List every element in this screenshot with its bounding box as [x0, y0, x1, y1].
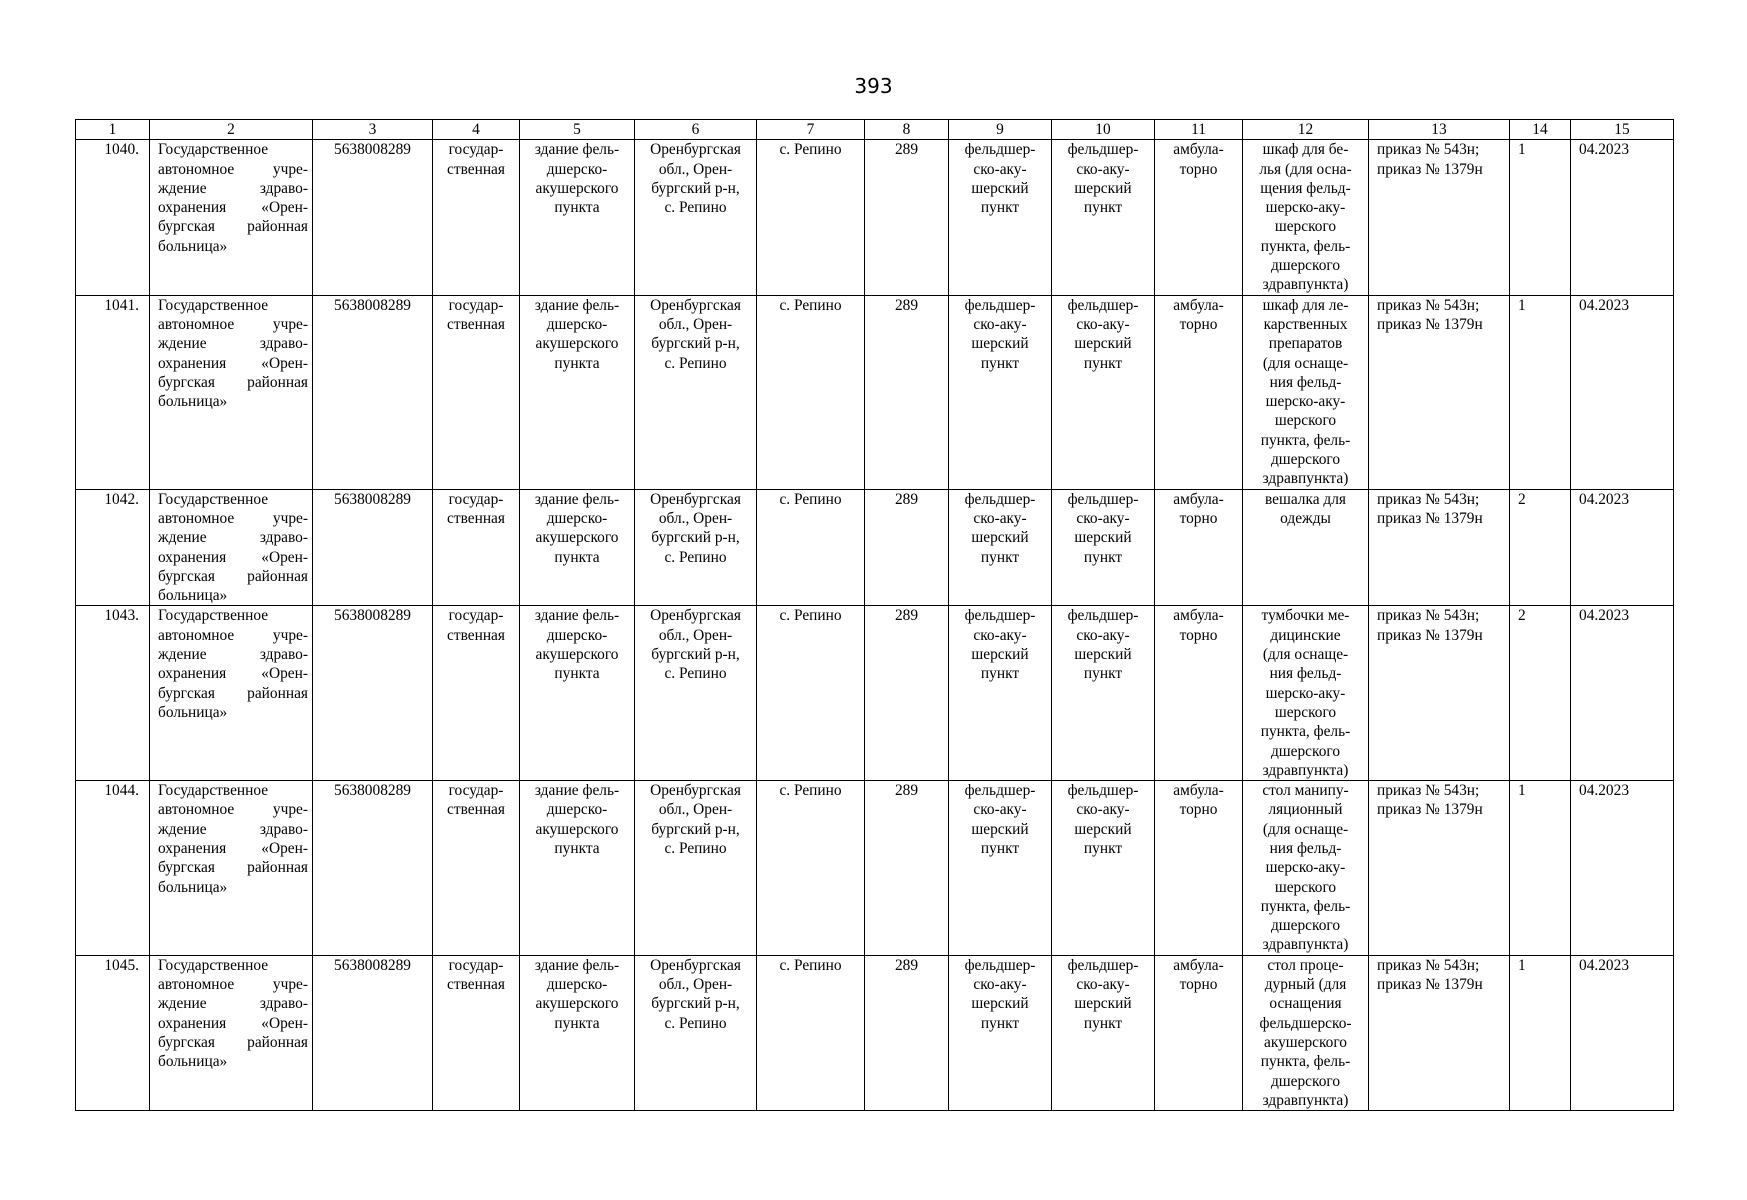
column-number: 11 — [1155, 120, 1243, 140]
building-cell: здание фель- дшерско- акушерского пункта — [520, 955, 635, 1110]
building-cell: здание фель- дшерско- акушерского пункта — [520, 781, 635, 956]
locality-cell: с. Репино — [757, 295, 865, 489]
column-number: 12 — [1243, 120, 1369, 140]
table-row — [76, 140, 1674, 295]
date-cell: 04.2023 — [1571, 489, 1674, 606]
order-cell: приказ № 543н; приказ № 1379н — [1369, 140, 1510, 295]
organization-cell: Государственное автономное учре-ждение здраво-охранения «Орен-бургская районная больница» — [150, 781, 313, 956]
unit-type-cell: фельдшер- ско-аку- шерский пункт — [949, 781, 1052, 956]
quantity-cell: 1 — [1510, 295, 1571, 489]
table-row — [76, 781, 1674, 956]
column-number: 7 — [757, 120, 865, 140]
equipment-cell: стол манипу- ляционный (для оснаще- ния фельд- шерско-аку- шерского пункта, фель- дшерского здравпункта) — [1243, 781, 1369, 956]
quantity-cell: 1 — [1510, 781, 1571, 956]
organization-cell: Государственное автономное учре-ждение здраво-охранения «Орен-бургская районная больница» — [150, 606, 313, 781]
equipment-cell: вешалка для одежды — [1243, 489, 1369, 606]
organization-cell: Государственное автономное учре-ждение здраво-охранения «Орен-бургская районная больница» — [150, 955, 313, 1110]
column-number: 15 — [1571, 120, 1674, 140]
ownership-cell: государ- ственная — [433, 489, 520, 606]
unit-name-cell: фельдшер- ско-аку- шерский пункт — [1052, 606, 1155, 781]
order-cell: приказ № 543н; приказ № 1379н — [1369, 489, 1510, 606]
inn-cell: 5638008289 — [313, 140, 433, 295]
ownership-cell: государ- ственная — [433, 606, 520, 781]
order-cell: приказ № 543н; приказ № 1379н — [1369, 781, 1510, 956]
building-cell: здание фель- дшерско- акушерского пункта — [520, 606, 635, 781]
code-cell: 289 — [865, 140, 949, 295]
unit-type-cell: фельдшер- ско-аку- шерский пункт — [949, 295, 1052, 489]
care-form-cell: амбула- торно — [1155, 295, 1243, 489]
row-number-cell: 1044. — [76, 781, 150, 956]
quantity-cell: 1 — [1510, 955, 1571, 1110]
order-cell: приказ № 543н; приказ № 1379н — [1369, 955, 1510, 1110]
unit-name-cell: фельдшер- ско-аку- шерский пункт — [1052, 140, 1155, 295]
table-row — [76, 606, 1674, 781]
column-number: 9 — [949, 120, 1052, 140]
equipment-cell: стол проце- дурный (для оснащения фельдшерско- акушерского пункта, фель- дшерского здравпункта) — [1243, 955, 1369, 1110]
column-number: 2 — [150, 120, 313, 140]
unit-name-cell: фельдшер- ско-аку- шерский пункт — [1052, 295, 1155, 489]
care-form-cell: амбула- торно — [1155, 955, 1243, 1110]
ownership-cell: государ- ственная — [433, 781, 520, 956]
organization-cell: Государственное автономное учре-ждение здраво-охранения «Орен-бургская районная больница» — [150, 489, 313, 606]
organization-cell: Государственное автономное учре-ждение здраво-охранения «Орен-бургская районная больница» — [150, 140, 313, 295]
row-number-cell: 1043. — [76, 606, 150, 781]
equipment-cell: шкаф для ле- карственных препаратов (для оснаще- ния фельд- шерско-аку- шерского пункта, фель- дшерского здравпункта) — [1243, 295, 1369, 489]
registry-table — [75, 119, 1674, 1111]
inn-cell: 5638008289 — [313, 606, 433, 781]
unit-type-cell: фельдшер- ско-аку- шерский пункт — [949, 140, 1052, 295]
code-cell: 289 — [865, 295, 949, 489]
column-number: 10 — [1052, 120, 1155, 140]
address-cell: Оренбургская обл., Орен- бургский р-н, с. Репино — [635, 781, 757, 956]
ownership-cell: государ- ственная — [433, 955, 520, 1110]
equipment-cell: шкаф для бе- лья (для осна- щения фельд- шерско-аку- шерского пункта, фель- дшерского здравпункта) — [1243, 140, 1369, 295]
column-number: 13 — [1369, 120, 1510, 140]
building-cell: здание фель- дшерско- акушерского пункта — [520, 140, 635, 295]
locality-cell: с. Репино — [757, 781, 865, 956]
locality-cell: с. Репино — [757, 489, 865, 606]
locality-cell: с. Репино — [757, 955, 865, 1110]
unit-name-cell: фельдшер- ско-аку- шерский пункт — [1052, 489, 1155, 606]
organization-cell: Государственное автономное учре-ждение здраво-охранения «Орен-бургская районная больница» — [150, 295, 313, 489]
inn-cell: 5638008289 — [313, 955, 433, 1110]
care-form-cell: амбула- торно — [1155, 140, 1243, 295]
inn-cell: 5638008289 — [313, 489, 433, 606]
unit-type-cell: фельдшер- ско-аку- шерский пункт — [949, 606, 1052, 781]
row-number-cell: 1042. — [76, 489, 150, 606]
table-row — [76, 489, 1674, 606]
code-cell: 289 — [865, 955, 949, 1110]
unit-type-cell: фельдшер- ско-аку- шерский пункт — [949, 489, 1052, 606]
column-number: 8 — [865, 120, 949, 140]
ownership-cell: государ- ственная — [433, 295, 520, 489]
unit-name-cell: фельдшер- ско-аку- шерский пункт — [1052, 955, 1155, 1110]
page-number: 393 — [854, 74, 893, 98]
care-form-cell: амбула- торно — [1155, 606, 1243, 781]
date-cell: 04.2023 — [1571, 781, 1674, 956]
address-cell: Оренбургская обл., Орен- бургский р-н, с. Репино — [635, 489, 757, 606]
code-cell: 289 — [865, 781, 949, 956]
quantity-cell: 1 — [1510, 140, 1571, 295]
column-number-row — [76, 120, 1674, 140]
locality-cell: с. Репино — [757, 606, 865, 781]
quantity-cell: 2 — [1510, 489, 1571, 606]
address-cell: Оренбургская обл., Орен- бургский р-н, с. Репино — [635, 955, 757, 1110]
column-number: 4 — [433, 120, 520, 140]
table-row — [76, 295, 1674, 489]
building-cell: здание фель- дшерско- акушерского пункта — [520, 295, 635, 489]
column-number: 6 — [635, 120, 757, 140]
column-number: 14 — [1510, 120, 1571, 140]
ownership-cell: государ- ственная — [433, 140, 520, 295]
quantity-cell: 2 — [1510, 606, 1571, 781]
table-row — [76, 955, 1674, 1110]
care-form-cell: амбула- торно — [1155, 781, 1243, 956]
date-cell: 04.2023 — [1571, 295, 1674, 489]
row-number-cell: 1041. — [76, 295, 150, 489]
building-cell: здание фель- дшерско- акушерского пункта — [520, 489, 635, 606]
equipment-cell: тумбочки ме- дицинские (для оснаще- ния фельд- шерско-аку- шерского пункта, фель- дшерского здравпункта) — [1243, 606, 1369, 781]
column-number: 5 — [520, 120, 635, 140]
inn-cell: 5638008289 — [313, 781, 433, 956]
inn-cell: 5638008289 — [313, 295, 433, 489]
order-cell: приказ № 543н; приказ № 1379н — [1369, 606, 1510, 781]
date-cell: 04.2023 — [1571, 606, 1674, 781]
locality-cell: с. Репино — [757, 140, 865, 295]
row-number-cell: 1040. — [76, 140, 150, 295]
date-cell: 04.2023 — [1571, 140, 1674, 295]
address-cell: Оренбургская обл., Орен- бургский р-н, с. Репино — [635, 606, 757, 781]
column-number: 3 — [313, 120, 433, 140]
column-number: 1 — [76, 120, 150, 140]
address-cell: Оренбургская обл., Орен- бургский р-н, с. Репино — [635, 295, 757, 489]
care-form-cell: амбула- торно — [1155, 489, 1243, 606]
date-cell: 04.2023 — [1571, 955, 1674, 1110]
unit-name-cell: фельдшер- ско-аку- шерский пункт — [1052, 781, 1155, 956]
unit-type-cell: фельдшер- ско-аку- шерский пункт — [949, 955, 1052, 1110]
address-cell: Оренбургская обл., Орен- бургский р-н, с. Репино — [635, 140, 757, 295]
row-number-cell: 1045. — [76, 955, 150, 1110]
order-cell: приказ № 543н; приказ № 1379н — [1369, 295, 1510, 489]
code-cell: 289 — [865, 489, 949, 606]
code-cell: 289 — [865, 606, 949, 781]
